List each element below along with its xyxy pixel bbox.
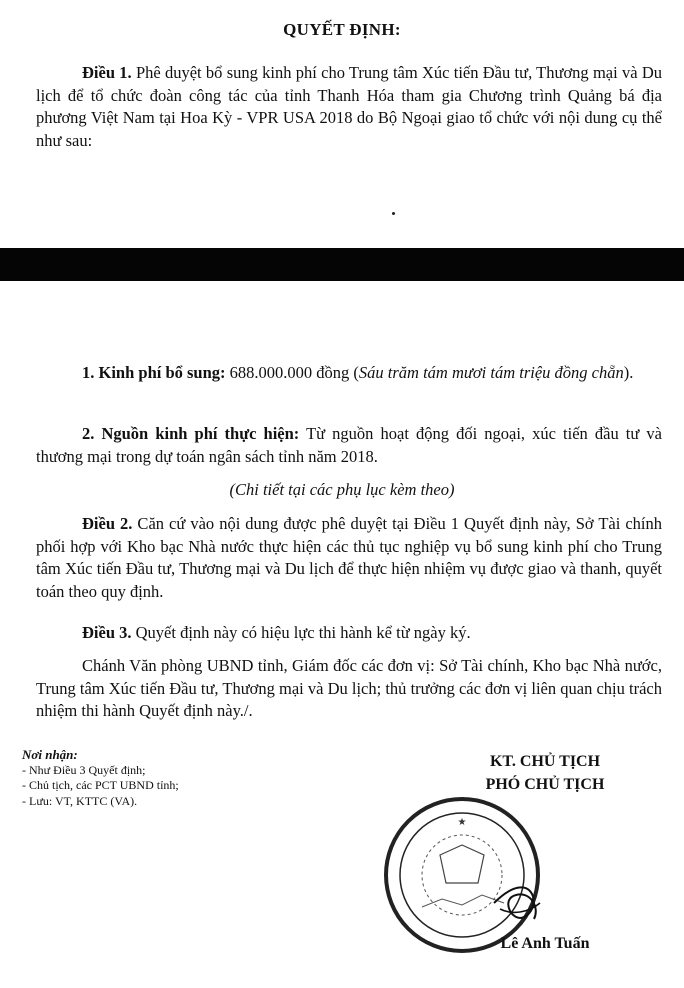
svg-text:★: ★: [457, 817, 467, 828]
official-seal-icon: [382, 795, 542, 955]
recipient-item: - Chủ tịch, các PCT UBND tỉnh;: [22, 778, 179, 792]
article-3-label: Điều 3.: [82, 623, 132, 642]
recipients-title: Nơi nhận:: [22, 747, 78, 762]
item-2-label: 2. Nguồn kinh phí thực hiện:: [82, 424, 300, 443]
article-2-label: Điều 2.: [82, 514, 133, 533]
signature-title-block: [455, 750, 635, 796]
recipients-block: [22, 747, 179, 809]
closing-paragraph: Chánh Văn phòng UBND tỉnh, Giám đốc các đơn vị: Sở Tài chính, Kho bạc Nhà nước, Trung tâm Xúc tiến Đầu tư, Thương mại và Du lịch; thủ trưởng các đơn vị liên quan chịu trách nhiệm thi hành Quyết định này./.: [36, 656, 662, 720]
signature-line-1: KT. CHỦ TỊCH: [489, 753, 601, 770]
item-2: [36, 423, 662, 468]
article-3: [36, 622, 662, 645]
recipient-item: - Lưu: VT, KTTC (VA).: [22, 793, 138, 808]
item-1-words: Sáu trăm tám mươi tám triệu đồng chẵn: [358, 363, 624, 382]
appendix-note: (Chi tiết tại các phụ lục kèm theo): [229, 480, 455, 499]
item-1-end: ).: [623, 363, 634, 382]
redaction-bar: [0, 248, 684, 281]
signer-name: Lê Anh Tuấn: [500, 935, 590, 952]
decision-title: QUYẾT ĐỊNH:: [283, 20, 401, 39]
article-1-label: Điều 1.: [82, 63, 132, 82]
article-2: [36, 513, 662, 603]
item-1-label: 1. Kinh phí bổ sung:: [82, 363, 226, 382]
item-1-amount: 688.000.000 đồng (: [225, 363, 359, 382]
recipient-item: - Như Điều 3 Quyết định;: [22, 762, 146, 777]
article-3-text: Quyết định này có hiệu lực thi hành kể từ ngày ký.: [131, 623, 471, 642]
item-1: [36, 362, 662, 385]
scan-speck: [392, 212, 395, 215]
article-1-text: Phê duyệt bổ sung kinh phí cho Trung tâm Xúc tiến Đầu tư, Thương mại và Du lịch để tổ chức đoàn công tác của tỉnh Thanh Hóa tham gia Chương trình Quảng bá địa phương Việt Nam tại Hoa Kỳ - VPR USA 2018 do Bộ Ngoại giao tổ chức với nội dung cụ thể như sau:: [36, 63, 662, 150]
item-2-text: Từ nguồn hoạt động đối ngoại, xúc tiến đầu tư và thương mại trong dự toán ngân sách tỉnh năm 2018.: [36, 424, 662, 466]
article-1: [36, 62, 662, 152]
signature-line-2: PHÓ CHỦ TỊCH: [485, 776, 605, 793]
article-2-text: Căn cứ vào nội dung được phê duyệt tại Điều 1 Quyết định này, Sở Tài chính phối hợp với Kho bạc Nhà nước thực hiện các thủ tục nghiệp vụ bổ sung kinh phí cho Trung tâm Xúc tiến Đầu tư, Thương mại và Du lịch để thực hiện nhiệm vụ được giao và thanh, quyết toán theo quy định.: [36, 514, 662, 601]
